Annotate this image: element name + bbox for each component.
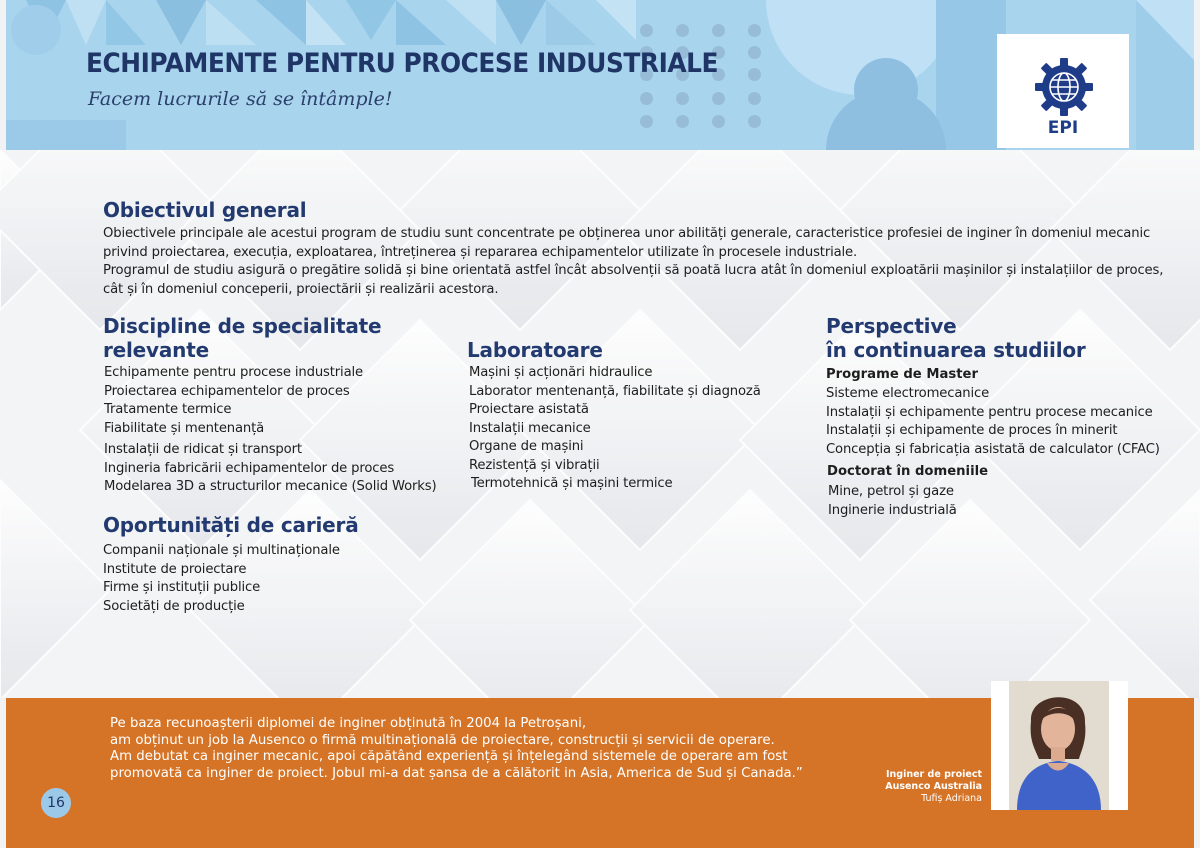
gear-globe-icon bbox=[1033, 56, 1095, 118]
master-programs-list bbox=[826, 385, 1160, 459]
list-item: Fiabilitate și mentenanță bbox=[104, 420, 265, 436]
labs-list bbox=[469, 364, 761, 494]
list-item: Organe de mașini bbox=[469, 439, 584, 454]
person-portrait-icon bbox=[1009, 681, 1109, 810]
quote-line: Pe baza recunoașterii diplomei de inginer obținută în 2004 la Petroșani, bbox=[110, 716, 587, 731]
page-title: ECHIPAMENTE PENTRU PROCESE INDUSTRIALE bbox=[86, 48, 718, 79]
epi-logo bbox=[997, 34, 1129, 148]
person-role: Inginer de proiect bbox=[886, 769, 982, 780]
list-item: Proiectare asistată bbox=[469, 402, 589, 417]
objective-line: privind proiectarea, execuția, exploatarea, întreținerea și repararea echipamentelor utilizate în procesele industriale. bbox=[103, 244, 858, 260]
objective-paragraph bbox=[103, 225, 1164, 299]
list-item: Instalații mecanice bbox=[469, 420, 591, 436]
disciplines-heading-line: Discipline de specialitate bbox=[103, 314, 382, 338]
list-item: Modelarea 3D a structurilor mecanice (Solid Works) bbox=[104, 479, 437, 494]
list-item: Societăți de producție bbox=[103, 598, 245, 614]
doctorate-label: Doctorat în domeniile bbox=[827, 464, 989, 479]
list-item: Ingineria fabricării echipamentelor de proces bbox=[104, 460, 395, 476]
list-item: Proiectarea echipamentelor de proces bbox=[104, 383, 350, 399]
testimonial-caption bbox=[885, 769, 982, 805]
list-item: Institute de proiectare bbox=[103, 561, 247, 577]
labs-heading: Laboratoare bbox=[467, 338, 603, 362]
objective-line: Programul de studiu asigură o pregătire solidă și bine orientată astfel încât absolvenții să poată lucra atât în domeniul exploatării mașinilor și instalațiilor de proces, bbox=[103, 263, 1164, 278]
page-number: 16 bbox=[41, 788, 71, 818]
objective-line: Obiectivele principale ale acestui program de studiu sunt concentrate pe obținerea unor abilități generale, caracteristice profesiei de inginer în domeniul mecanic bbox=[103, 226, 1151, 241]
testimonial-quote bbox=[110, 716, 803, 782]
quote-line: promovată ca inginer de proiect. Jobul mi-a dat șansa de a călătorit in Asia, America de Sud și Canada.” bbox=[110, 765, 803, 781]
list-item: Inginerie industrială bbox=[828, 502, 957, 518]
objective-line: cât și în domeniul conceperii, proiectării și realizării acestora. bbox=[103, 281, 499, 297]
person-photo bbox=[991, 681, 1128, 810]
list-item: Tratamente termice bbox=[104, 402, 232, 417]
perspectives-heading bbox=[826, 314, 1086, 362]
careers-list bbox=[103, 542, 340, 616]
disciplines-heading bbox=[103, 314, 381, 362]
list-item: Instalații de ridicat și transport bbox=[104, 442, 302, 457]
objective-heading: Obiectivul general bbox=[103, 198, 307, 222]
disciplines-list bbox=[104, 364, 437, 497]
list-item: Rezistență și vibrații bbox=[469, 457, 600, 473]
list-item: Sisteme electromecanice bbox=[826, 386, 990, 401]
list-item: Companii naționale și multinaționale bbox=[103, 543, 340, 558]
doctorate-list bbox=[828, 483, 957, 520]
quote-line: am obținut un job la Ausenco o firmă multinațională de proiectare, construcții și servicii de operare. bbox=[110, 732, 775, 748]
logo-text: EPI bbox=[1047, 118, 1079, 138]
quote-line: Am debutat ca inginer mecanic, apoi căpătând experiență și înțelegând sistemele de operare am fost bbox=[110, 749, 788, 764]
list-item: Instalații și echipamente pentru procese mecanice bbox=[826, 404, 1153, 420]
list-item: Mașini și acționări hidraulice bbox=[469, 365, 653, 380]
perspectives-heading-line: Perspective bbox=[826, 314, 957, 338]
master-programs-label: Programe de Master bbox=[826, 367, 978, 382]
list-item: Concepția și fabricația asistată de calculator (CFAC) bbox=[826, 441, 1160, 457]
perspectives-heading-line: în continuarea studiilor bbox=[826, 338, 1086, 362]
list-item: Firme și instituții publice bbox=[103, 580, 261, 595]
list-item: Echipamente pentru procese industriale bbox=[104, 365, 363, 380]
testimonial-footer bbox=[6, 698, 1194, 848]
person-company: Ausenco Australia bbox=[885, 781, 982, 792]
careers-heading: Oportunități de carieră bbox=[103, 513, 359, 537]
list-item: Mine, petrol și gaze bbox=[828, 484, 954, 499]
person-name: Tufiș Adriana bbox=[921, 793, 982, 804]
list-item: Termotehnică și mașini termice bbox=[471, 476, 673, 491]
list-item: Instalații și echipamente de proces în minerit bbox=[826, 423, 1118, 438]
disciplines-heading-line: relevante bbox=[103, 338, 209, 362]
header-banner bbox=[6, 0, 1194, 150]
page-subtitle: Facem lucrurile să se întâmple! bbox=[88, 88, 393, 110]
list-item: Laborator mentenanță, fiabilitate și diagnoză bbox=[469, 383, 761, 399]
